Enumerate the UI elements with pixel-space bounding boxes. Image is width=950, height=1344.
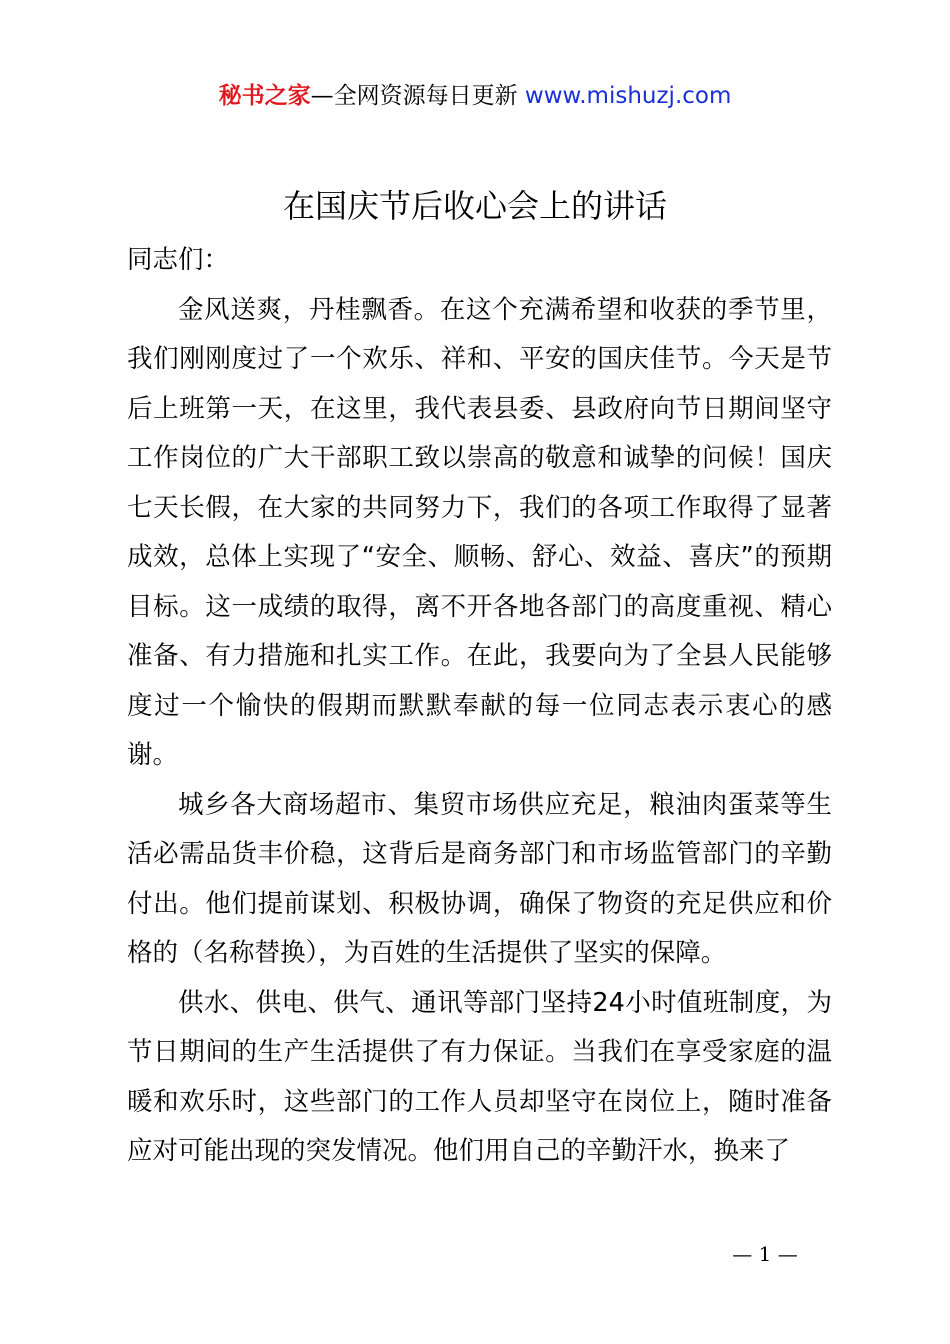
paragraph: 金风送爽，丹桂飘香。在这个充满希望和收获的季节里，我们刚刚度过了一个欢乐、祥和、平安的国庆佳节。今天是节后上班第一天，在这里，我代表县委、县政府向节日期间坚守工作岗位的广大干部职工致以崇高的敬意和诚挚的问候！国庆七天长假，在大家的共同努力下，我们的各项工作取得了显著成效，总体上实现了“安全、顺畅、舒心、效益、喜庆”的预期目标。这一成绩的取得，离不开各地各部门的高度重视、精心准备、有力措施和扎实工作。在此，我要向为了全县人民能够度过一个愉快的假期而默默奉献的每一位同志表示衷心的感谢。 (127, 294, 832, 770)
site-brand: 秘书之家 (218, 83, 311, 109)
page-number: — 1 — (732, 1242, 798, 1266)
site-tagline: —全网资源每日更新 (310, 83, 518, 109)
paragraph: 城乡各大商场超市、集贸市场供应充足，粮油肉蛋菜等生活必需品货丰价稳，这背后是商务部门和市场监管部门的辛勤付出。他们提前谋划、积极协调，确保了物资的充足供应和价格的（名称替换），为百姓的生活提供了坚实的保障。 (127, 789, 832, 968)
document-body (127, 236, 832, 1177)
document-title: 在国庆节后收心会上的讲话 (282, 187, 667, 225)
site-url-link[interactable]: www.mishuzj.com (524, 83, 732, 109)
site-header (0, 80, 950, 112)
salutation: 同志们： (127, 245, 230, 275)
paragraph: 供水、供电、供气、通讯等部门坚持24小时值班制度，为节日期间的生产生活提供了有力保证。当我们在享受家庭的温暖和欢乐时，这些部门的工作人员却坚守在岗位上，随时准备应对可能出现的突发情况。他们用自己的辛勤汗水，换来了 (127, 987, 832, 1166)
